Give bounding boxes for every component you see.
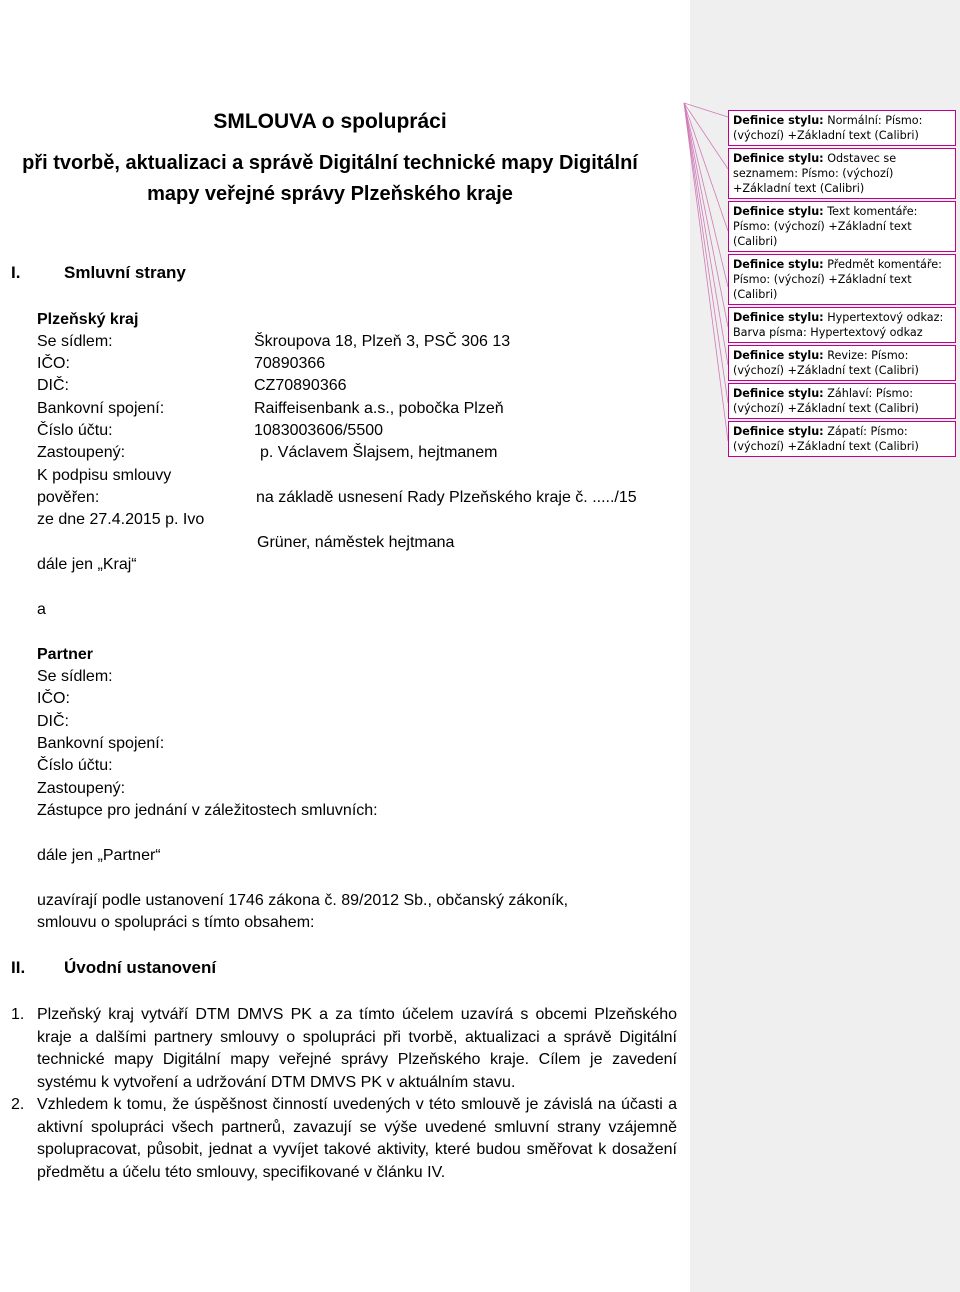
- section-2-heading: Úvodní ustanovení: [64, 958, 217, 977]
- section-2-item-2-text: Vzhledem k tomu, že úspěšnost činností uvedených v této smlouvě je závislá na účasti a aktivní spolupráci všech partnerů, zavazují se výše uvedené smluvní strany vzájemně spolupracovat, působit, jednat a vyvíjet takové aktivity, které budou směřovat k dosažení předmětu a účelu této smlouvy, specifikované v článku IV.: [37, 1096, 677, 1181]
- party-2-label-account: Číslo účtu:: [37, 757, 113, 774]
- section-1-heading: Smluvní strany: [64, 263, 186, 282]
- party-2-alias: dále jen „Partner“: [37, 847, 161, 864]
- party-2-label-dic: DIČ:: [37, 713, 69, 730]
- section-2-item-2-number: 2.: [11, 1096, 25, 1113]
- party-1-value-ico: 70890366: [254, 355, 326, 372]
- party-1-value-account: 1083003606/5500: [254, 422, 384, 439]
- party-1-label-represented: Zastoupený:: [37, 444, 126, 461]
- party-1-value-dic: CZ70890366: [254, 377, 347, 394]
- party-1-value-seat: Škroupova 18, Plzeň 3, PSČ 306 13: [254, 333, 511, 350]
- comment-list-paragraph-style[interactable]: Definice stylu: Odstavec se seznamem: Písmo: (výchozí) +Základní text (Calibri): [728, 148, 956, 199]
- agreement-text-line-1: uzavírají podle ustanovení 1746 zákona č. 89/2012 Sb., občanský zákoník,: [37, 892, 569, 909]
- document-title: SMLOUVA o spolupráci: [213, 110, 447, 133]
- party-1-value-represented: p. Václavem Šlajsem, hejtmanem: [260, 444, 498, 461]
- party-2-name: Partner: [37, 646, 94, 663]
- party-1-name: Plzeňský kraj: [37, 311, 139, 328]
- party-1-alias: dále jen „Kraj“: [37, 556, 137, 573]
- section-2-item-1-text: Plzeňský kraj vytváří DTM DMVS PK a za tímto účelem uzavírá s obcemi Plzeňského kraje a dalšími partnery smlouvy o spolupráci při tvorbě, aktualizaci a správě Digitální technické mapy Digitální mapy veřejné správy Plzeňského kraje. Cílem je zavedení systému k vytvoření a udržování DTM DMVS PK v aktuálním stavu.: [37, 1006, 677, 1091]
- party-2-label-seat: Se sídlem:: [37, 668, 113, 685]
- party-1-value-bank: Raiffeisenbank a.s., pobočka Plzeň: [254, 400, 504, 417]
- comment-leader-lines: [680, 95, 730, 465]
- party-1-label-account: Číslo účtu:: [37, 422, 113, 439]
- party-2-label-contractual-rep: Zástupce pro jednání v záležitostech smluvních:: [37, 802, 378, 819]
- section-2-item-1-number: 1.: [11, 1006, 25, 1023]
- party-1-label-dic: DIČ:: [37, 377, 69, 394]
- subtitle-line-1: při tvorbě, aktualizaci a správě Digitální technické mapy Digitální: [22, 152, 638, 174]
- section-2-number: II.: [11, 958, 26, 977]
- section-1-number: I.: [11, 263, 21, 282]
- comment-footer-style[interactable]: Definice stylu: Zápatí: Písmo: (výchozí) +Základní text (Calibri): [728, 421, 956, 457]
- party-2-label-bank: Bankovní spojení:: [37, 735, 165, 752]
- party-1-label-ico: IČO:: [37, 355, 70, 372]
- party-1-label-seat: Se sídlem:: [37, 333, 113, 350]
- party-1-signing-label-2: pověřen:: [37, 489, 100, 506]
- comment-comment-text-style[interactable]: Definice stylu: Text komentáře: Písmo: (výchozí) +Základní text (Calibri): [728, 201, 956, 252]
- agreement-text-line-2: smlouvu o spolupráci s tímto obsahem:: [37, 914, 315, 931]
- party-2-label-represented: Zastoupený:: [37, 780, 126, 797]
- party-1-signing-label-1: K podpisu smlouvy: [37, 467, 172, 484]
- party-1-label-bank: Bankovní spojení:: [37, 400, 165, 417]
- comment-comment-subject-style[interactable]: Definice stylu: Předmět komentáře: Písmo: (výchozí) +Základní text (Calibri): [728, 254, 956, 305]
- comment-hyperlink-style[interactable]: Definice stylu: Hypertextový odkaz: Barva písma: Hypertextový odkaz: [728, 307, 956, 343]
- subtitle-line-2: mapy veřejné správy Plzeňského kraje: [147, 183, 513, 205]
- party-2-label-ico: IČO:: [37, 690, 70, 707]
- party-1-date-line: ze dne 27.4.2015 p. Ivo: [37, 511, 205, 528]
- comment-normal-style[interactable]: Definice stylu: Normální: Písmo: (výchozí) +Základní text (Calibri): [728, 110, 956, 146]
- document-subtitle: [0, 148, 660, 210]
- party-1-signing-value-cont: Grüner, náměstek hejtmana: [257, 534, 455, 551]
- conjunction: a: [37, 601, 46, 618]
- comment-revision-style[interactable]: Definice stylu: Revize: Písmo: (výchozí) +Základní text (Calibri): [728, 345, 956, 381]
- comment-header-style[interactable]: Definice stylu: Záhlaví: Písmo: (výchozí) +Základní text (Calibri): [728, 383, 956, 419]
- party-1-signing-value: na základě usnesení Rady Plzeňského kraje č. ...../15: [256, 489, 637, 506]
